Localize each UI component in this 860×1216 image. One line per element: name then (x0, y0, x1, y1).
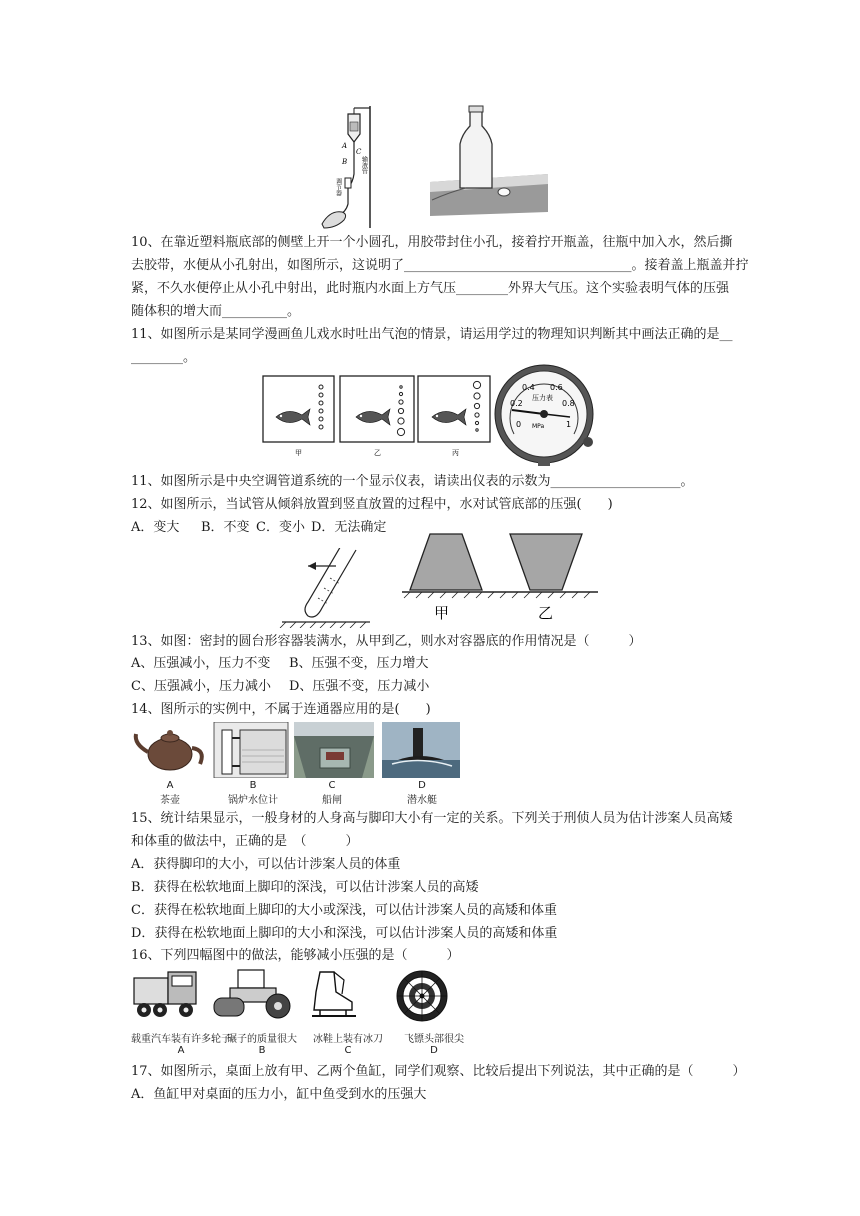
container-yi (510, 534, 582, 590)
teapot-image (130, 722, 208, 778)
fish-label-bing: 丙 (452, 449, 459, 457)
boiler-gauge-image (214, 722, 288, 778)
gauge-unit: MPa (532, 423, 545, 430)
q16-letter-d: D (430, 1045, 438, 1056)
container-label-yi: 乙 (538, 604, 554, 622)
q14-caption-d (400, 780, 444, 806)
fish-label-jia: 甲 (295, 449, 302, 457)
q14-images (130, 722, 462, 778)
q16-letter-b: B (258, 1045, 266, 1056)
q16-name-d: 飞镖头部很尖 (404, 1034, 464, 1045)
q16-stem: 16、下列四幅图中的做法，能够减小压强的是（ ） (131, 948, 460, 963)
q14-caption-b (218, 780, 288, 806)
q15-stem-2: 和体重的做法中，正确的是 （ ） (131, 834, 359, 849)
drip-label-regulator: 调节器 (334, 178, 342, 196)
q13-stem: 13、如图：密封的圆台形容器装满水，从甲到乙，则水对容器底的作用情况是（ ） (131, 634, 642, 649)
q14-letter-d: D (418, 780, 426, 791)
q13-options-row-1 (131, 654, 429, 674)
q16-letter-a: A (177, 1045, 185, 1056)
bottle-figure (430, 104, 548, 216)
q14-name-c: 船闸 (322, 795, 342, 806)
drip-label-a: A (342, 142, 348, 150)
gauge-tick-1: 1 (566, 420, 572, 429)
q12-option-d: D．无法确定 (311, 520, 387, 535)
q10-line-3: 紧，不久水便停止从小孔中射出，此时瓶内水面上方气压________外界大气压。这个实验表明气体的压强 (131, 281, 730, 296)
q12-stem: 12、如图所示，当试管从倾斜放置到竖直放置的过程中，水对试管底部的压强( ) (131, 497, 613, 512)
container-label-jia: 甲 (434, 604, 450, 622)
test-tube-figure (278, 548, 372, 628)
q16-caption-a (126, 1030, 236, 1056)
truck-image (134, 972, 196, 1017)
container-jia (410, 534, 482, 590)
q14-caption-c (312, 780, 352, 806)
drip-label-b: B (342, 158, 348, 166)
q12-option-a: A．变大 (131, 520, 180, 535)
q12-option-c: C．变小 (256, 520, 305, 535)
dartboard-image (397, 971, 447, 1021)
q10-line-1: 10、在靠近塑料瓶底部的侧壁上开一个小圆孔，用胶带封住小孔，接着拧开瓶盖，往瓶中加入水，然后撕 (131, 235, 733, 250)
q14-letter-b: B (249, 780, 257, 791)
fish-panel-jia (263, 376, 334, 442)
q13-option-a: A、压强减小，压力不变 (131, 656, 271, 671)
fish-bubbles-figure (262, 375, 492, 459)
gauge-tick-0: 0 (516, 420, 522, 429)
q13-options-row-2 (131, 677, 429, 697)
q14-letter-a: A (166, 780, 174, 791)
q16-caption-c (312, 1030, 384, 1056)
fish-panel-yi (340, 376, 414, 442)
q13-option-c: C、压强减小，压力减小 (131, 679, 271, 694)
q17-stem: 17、如图所示，桌面上放有甲、乙两个鱼缸，同学们观察、比较后提出下列说法，其中正确的是（ ） (131, 1064, 746, 1079)
q11b-line: 11、如图所示是中央空调管道系统的一个显示仪表，请读出仪表的示数为____________________。 (131, 474, 694, 489)
q16-name-b: 碾子的质量很大 (227, 1034, 297, 1045)
ship-lock-image (294, 722, 374, 778)
q12-option-b: B．不变 (201, 520, 250, 535)
drip-label-c: C (356, 148, 362, 156)
q14-name-b: 锅炉水位计 (228, 795, 278, 806)
q14-name-a: 茶壶 (160, 795, 180, 806)
q15-option-d: D．获得在松软地面上脚印的大小和深浅，可以估计涉案人员的高矮和体重 (131, 926, 558, 941)
q14-name-d: 潜水艇 (407, 795, 437, 806)
q16-caption-b (224, 1030, 300, 1056)
q16-name-c: 冰鞋上装有冰刀 (313, 1034, 383, 1045)
q15-option-c: C．获得在松软地面上脚印的大小或深浅，可以估计涉案人员的高矮和体重 (131, 903, 557, 918)
q11a-line-1: 11、如图所示是某同学漫画鱼儿戏水时吐出气泡的情景，请运用学过的物理知识判断其中画法正确的是__ (131, 327, 733, 342)
iv-drip-figure (318, 104, 380, 230)
fish-label-yi: 乙 (374, 449, 381, 457)
q16-images (130, 968, 470, 1024)
q14-letter-c: C (328, 780, 336, 791)
q11a-line-2: ________。 (131, 350, 197, 365)
q16-name-a: 载重汽车装有许多轮子 (131, 1034, 231, 1045)
q16-caption-d (398, 1030, 470, 1056)
q13-option-b: B、压强不变，压力增大 (289, 656, 429, 671)
q15-option-a: A．获得脚印的大小，可以估计涉案人员的体重 (131, 857, 401, 872)
fish-panel-bing (418, 376, 490, 442)
gauge-tick-02: 0.2 (510, 399, 523, 408)
gauge-tick-06: 0.6 (550, 383, 563, 392)
q12-options (131, 518, 386, 538)
q16-letter-c: C (344, 1045, 352, 1056)
road-roller-image (214, 970, 290, 1018)
q10-line-4: 随体积的增大而__________。 (131, 304, 301, 319)
drip-label-tube: 输液管 (360, 156, 368, 174)
gauge-tick-08: 0.8 (562, 399, 575, 408)
q15-option-b: B．获得在松软地面上脚印的深浅，可以估计涉案人员的高矮 (131, 880, 479, 895)
gauge-tick-04: 0.4 (522, 383, 535, 392)
q17-option-a: A．鱼缸甲对桌面的压力小，缸中鱼受到水的压强大 (131, 1087, 427, 1102)
pressure-gauge-figure (492, 362, 596, 466)
ice-skate-image (312, 972, 356, 1016)
gauge-title: 压力表 (532, 394, 553, 402)
q14-stem: 14、图所示的实例中，不属于连通器应用的是( ) (131, 702, 431, 717)
submarine-image (382, 722, 460, 778)
q15-stem-1: 15、统计结果显示，一般身材的人身高与脚印大小有一定的关系。下列关于刑侦人员为估计涉案人员高矮 (131, 811, 733, 826)
q10-line-2: 去胶带，水便从小孔射出，如图所示，这说明了___________________________________。接着盖上瓶盖并拧 (131, 258, 749, 273)
q13-option-d: D、压强不变，压力减小 (289, 679, 430, 694)
trapezoid-containers-figure (400, 530, 600, 626)
q14-caption-a (150, 780, 190, 806)
